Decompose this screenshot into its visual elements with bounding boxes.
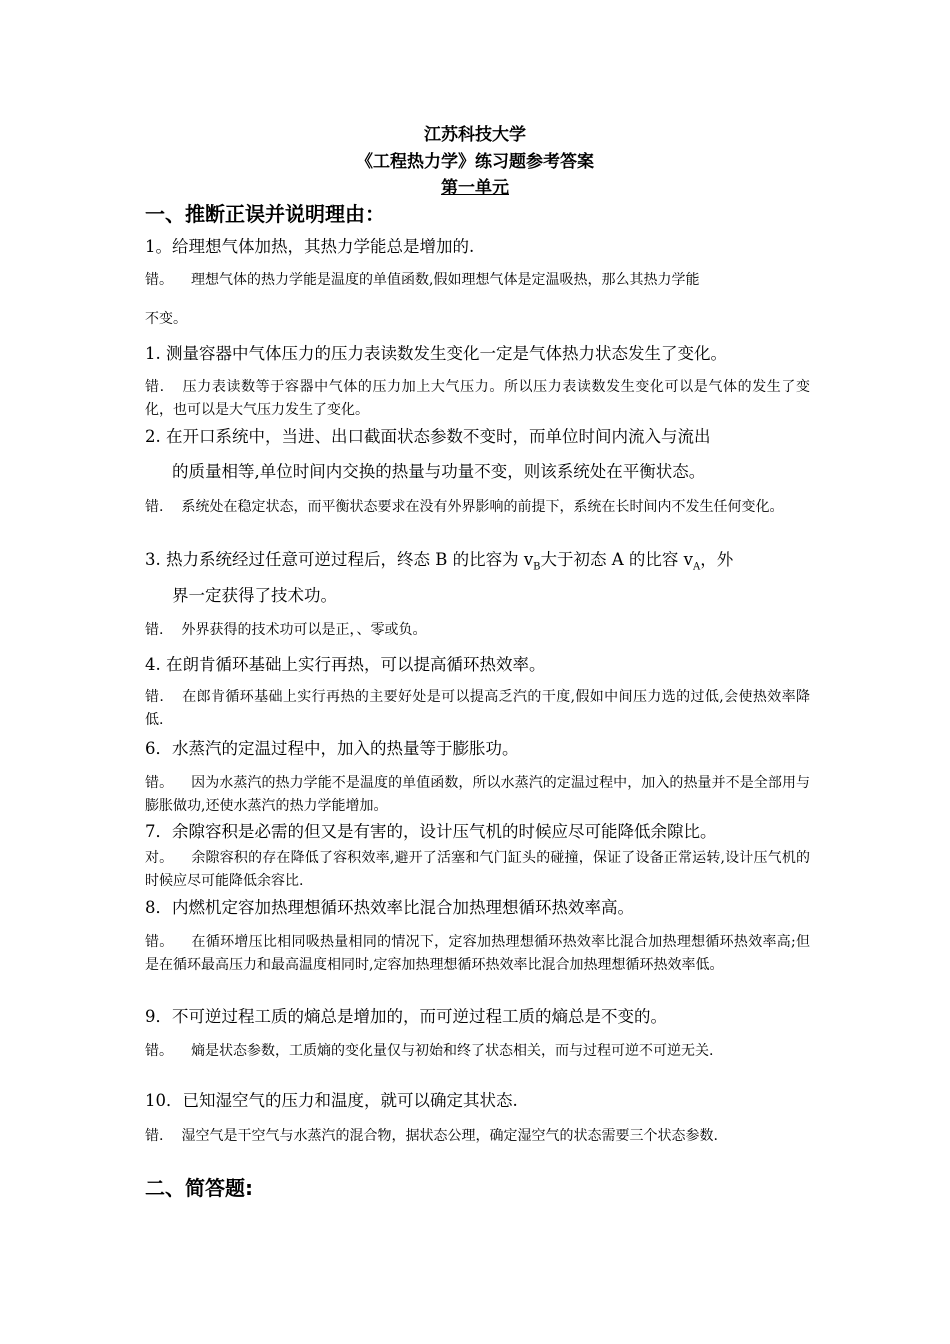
question-3-cont: 的质量相等,单位时间内交换的热量与功量不变，则该系统处在平衡状态。 [172, 462, 706, 481]
verdict-label: 对。 [145, 850, 174, 866]
section2-heading: 二、简答题: [145, 1176, 253, 1200]
answer-10 [145, 1125, 810, 1148]
unit-title: 第一单元 [441, 178, 509, 198]
question-4-cont: 界一定获得了技术功。 [172, 586, 337, 605]
school-name: 江苏科技大学 [424, 125, 526, 145]
answer-6 [145, 772, 810, 818]
question-5: 4. 在朗肯循环基础上实行再热，可以提高循环热效率。 [145, 655, 546, 674]
section1-heading: 一、推断正误并说明理由： [145, 202, 385, 226]
question-2: 1. 测量容器中气体压力的压力表读数发生变化一定是气体热力状态发生了变化。 [145, 344, 727, 363]
document-title: 《工程热力学》练习题参考答案 [356, 152, 594, 172]
answer-text: 因为水蒸汽的热力学能不是温度的单值函数，所以水蒸汽的定温过程中，加入的热量并不是全部用与膨胀做功,还使水蒸汽的热力学能增加。 [145, 775, 811, 814]
answer-text: 理想气体的热力学能是温度的单值函数,假如理想气体是定温吸热，那么其热力学能 [191, 272, 700, 288]
answer-1-cont: 不变。 [145, 311, 187, 327]
answer-text: 压力表读数等于容器中气体的压力加上大气压力。所以压力表读数发生变化可以是气体的发生了变化，也可以是大气压力发生了变化。 [145, 379, 811, 418]
answer-7 [145, 847, 810, 893]
verdict-label: 错。 [145, 934, 174, 950]
verdict-label: 错. [145, 499, 164, 515]
verdict-label: 错. [145, 689, 164, 705]
verdict-label: 错。 [145, 1043, 173, 1059]
verdict-label: 错。 [145, 775, 174, 791]
answer-text: 余隙容积的存在降低了容积效率,避开了活塞和气门缸头的碰撞，保证了设备正常运转,设计压气机的时候应尽可能降低余容比. [145, 850, 810, 889]
answer-3 [145, 496, 810, 519]
question-3: 2. 在开口系统中，当进、出口截面状态参数不变时，而单位时间内流入与流出 [145, 427, 711, 446]
answer-text: 湿空气是干空气与水蒸汽的混合物，据状态公理，确定湿空气的状态需要三个状态参数. [181, 1128, 718, 1144]
answer-1 [145, 269, 810, 292]
question-6: 6．水蒸汽的定温过程中，加入的热量等于膨胀功。 [145, 739, 519, 758]
answer-4 [145, 619, 810, 642]
answer-5 [145, 686, 810, 732]
verdict-label: 错。 [145, 272, 173, 288]
question-1: 1。给理想气体加热，其热力学能总是增加的. [145, 237, 475, 256]
answer-text: 系统处在稳定状态，而平衡状态要求在没有外界影响的前提下，系统在长时间内不发生任何变化。 [181, 499, 784, 515]
answer-2 [145, 376, 810, 422]
answer-9 [145, 1040, 810, 1063]
question-8: 8．内燃机定容加热理想循环热效率比混合加热理想循环热效率高。 [145, 898, 634, 917]
verdict-label: 错. [145, 379, 165, 395]
question-10: 10．已知湿空气的压力和温度，就可以确定其状态. [145, 1091, 518, 1110]
answer-text: 熵是状态参数，工质熵的变化量仅与初始和终了状态相关，而与过程可逆不可逆无关. [191, 1043, 714, 1059]
answer-text: 在郎肯循环基础上实行再热的主要好处是可以提高乏汽的干度,假如中间压力选的过低,会使热效率降低. [145, 689, 810, 728]
verdict-label: 错. [145, 622, 164, 638]
answer-text: 外界获得的技术功可以是正，、零或负。 [181, 622, 427, 638]
question-4: 3. 热力系统经过任意可逆过程后，终态 B 的比容为 $v_B$大于初态 A 的比容 $v_A$，外 [145, 550, 734, 573]
question-7: 7．余隙容积是必需的但又是有害的，设计压气机的时候应尽可能降低余隙比。 [145, 822, 717, 841]
answer-text: 在循环增压比相同吸热量相同的情况下，定容加热理想循环热效率比混合加热理想循环热效率高;但是在循环最高压力和最高温度相同时,定容加热理想循环热效率比混合加热理想循环热效率低。 [145, 934, 810, 973]
question-9: 9．不可逆过程工质的熵总是增加的，而可逆过程工质的熵总是不变的。 [145, 1007, 667, 1026]
answer-8 [145, 931, 810, 977]
verdict-label: 错. [145, 1128, 164, 1144]
